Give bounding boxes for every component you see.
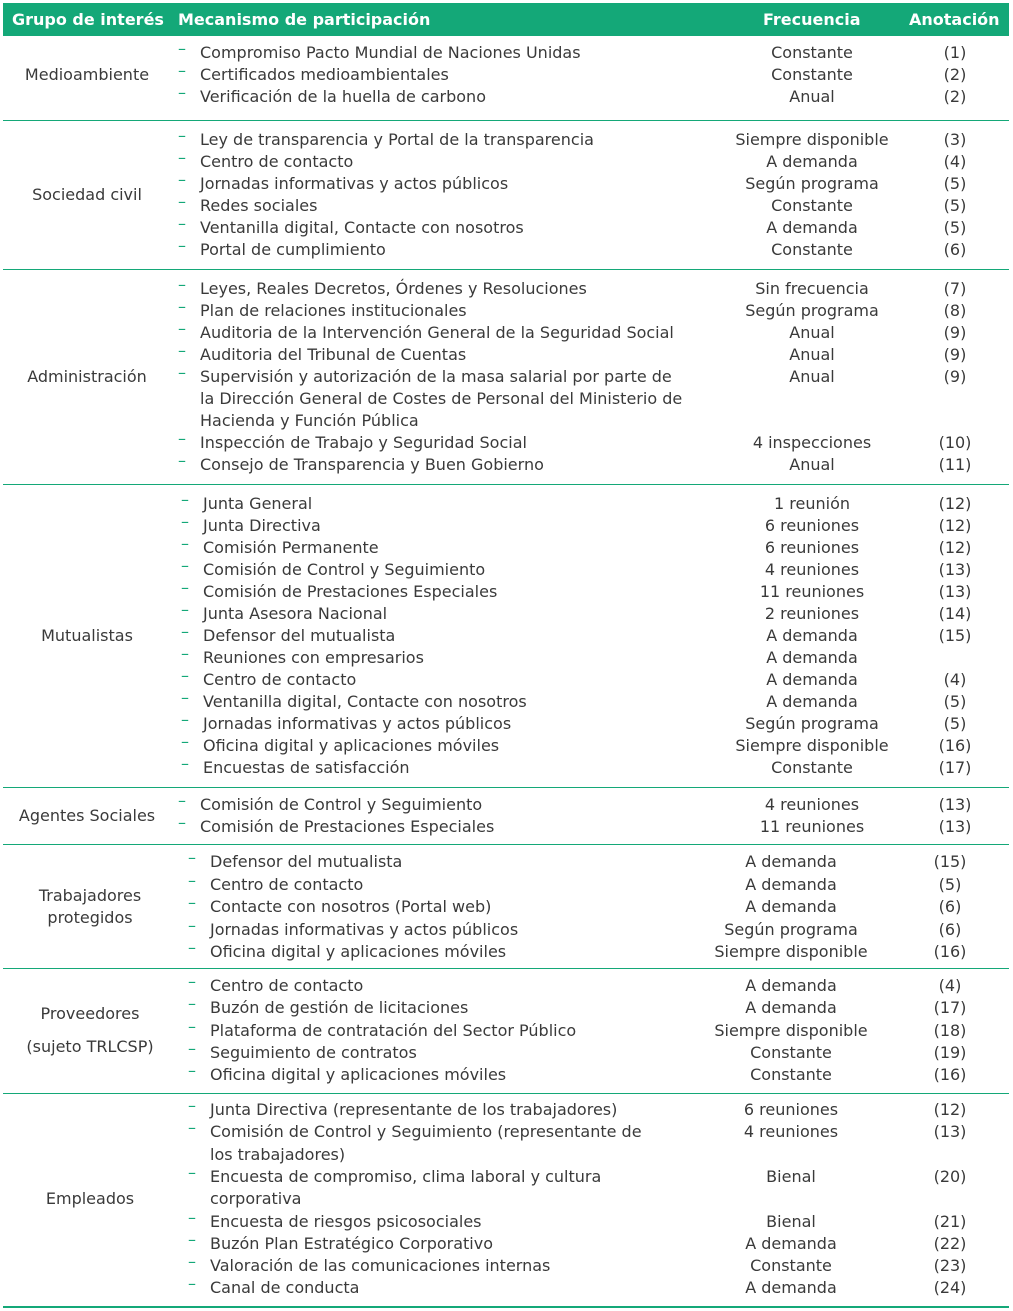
mechanism-text: Encuesta de riesgos psicosociales (210, 1211, 482, 1231)
bullet-dash-icon: – (181, 556, 189, 575)
bullet-dash-icon: – (178, 451, 186, 470)
bullet-dash-icon: – (178, 363, 186, 382)
bullet-dash-icon: – (188, 1016, 196, 1036)
mechanism-text: Seguimiento de contratos (210, 1042, 417, 1062)
mechanism-text: Certificados medioambientales (200, 65, 449, 84)
header-mechanism: Mecanismo de participación (178, 10, 431, 29)
mechanism-text: Verificación de la huella de carbono (200, 87, 486, 106)
mechanism-text: corporativa (210, 1189, 302, 1209)
frequency-value: A demanda (745, 874, 837, 894)
frequency-value: A demanda (766, 648, 858, 667)
mechanism-text: Valoración de las comunicaciones internas (210, 1256, 551, 1276)
mechanism-text: Plan de relaciones institucionales (200, 301, 467, 320)
mechanism-text: Junta Asesora Nacional (203, 604, 388, 623)
annotation-value: (5) (943, 714, 967, 733)
group-name: Medioambiente (24, 65, 150, 84)
bullet-dash-icon: – (181, 754, 189, 773)
annotation-value: (4) (938, 976, 962, 995)
annotation-value: (6) (943, 240, 967, 259)
bullet-dash-icon: – (188, 1274, 196, 1294)
mechanism-text: Ley de transparencia y Portal de la transparencia (200, 130, 594, 149)
mechanism-text: la Dirección General de Costes de Personal del Ministerio de (200, 389, 683, 408)
frequency-value: Anual (789, 455, 835, 474)
mechanism-text: Leyes, Reales Decretos, Órdenes y Resoluciones (200, 279, 587, 298)
annotation-value: (9) (943, 367, 967, 386)
annotation-value: (7) (943, 279, 967, 298)
mechanism-text: Portal de cumplimiento (200, 240, 386, 259)
mechanism-text: Ventanilla digital, Contacte con nosotros (203, 692, 527, 711)
bullet-dash-icon: – (188, 915, 196, 935)
row-divider (3, 844, 1009, 845)
annotation-value: (9) (943, 323, 967, 342)
annotation-value: (12) (938, 516, 972, 535)
frequency-value: Constante (771, 196, 853, 215)
mechanism-text: Ventanilla digital, Contacte con nosotros (200, 218, 524, 237)
mechanism-text: Encuesta de compromiso, clima laboral y cultura (210, 1166, 602, 1186)
bullet-dash-icon: – (178, 297, 186, 316)
mechanism-text: Buzón Plan Estratégico Corporativo (210, 1233, 493, 1253)
frequency-value: 2 reuniones (764, 604, 860, 623)
bullet-dash-icon: – (178, 275, 186, 294)
annotation-value: (5) (943, 692, 967, 711)
mechanism-text: Buzón de gestión de licitaciones (210, 998, 469, 1018)
mechanism-text: Centro de contacto (210, 874, 364, 894)
bullet-dash-icon: – (178, 148, 186, 167)
row-divider (3, 269, 1009, 270)
bullet-dash-icon: – (181, 490, 189, 509)
frequency-value: 4 reuniones (764, 795, 860, 814)
frequency-value: Anual (789, 323, 835, 342)
bullet-dash-icon: – (188, 1118, 196, 1138)
annotation-value: (18) (933, 1020, 967, 1040)
annotation-value: (16) (938, 736, 972, 755)
annotation-value: (6) (938, 897, 962, 916)
annotation-value: (16) (933, 1065, 967, 1085)
bullet-dash-icon: – (181, 666, 189, 685)
frequency-value: Siempre disponible (714, 1020, 868, 1040)
frequency-value: Bienal (766, 1211, 816, 1231)
mechanism-text: Centro de contacto (200, 152, 354, 171)
mechanism-text: Junta General (203, 494, 313, 513)
group-name: Administración (27, 367, 147, 386)
mechanism-text: Comisión de Prestaciones Especiales (200, 817, 495, 836)
bullet-dash-icon: – (188, 1207, 196, 1227)
mechanism-text: Auditoria del Tribunal de Cuentas (200, 345, 467, 364)
bullet-dash-icon: – (181, 710, 189, 729)
annotation-value: (5) (943, 174, 967, 193)
bullet-dash-icon: – (181, 732, 189, 751)
annotation-value: (12) (938, 494, 972, 513)
bullet-dash-icon: – (178, 39, 186, 58)
annotation-value: (11) (938, 455, 972, 474)
mechanism-text: Comisión Permanente (203, 538, 379, 557)
bullet-dash-icon: – (178, 236, 186, 255)
frequency-value: 4 reuniones (764, 560, 860, 579)
mechanism-text: Encuestas de satisfacción (203, 758, 410, 777)
annotation-value: (13) (938, 795, 972, 814)
annotation-value: (4) (943, 152, 967, 171)
frequency-value: A demanda (766, 670, 858, 689)
bullet-dash-icon: – (181, 512, 189, 531)
frequency-value: Constante (750, 1042, 832, 1062)
bullet-dash-icon: – (188, 893, 196, 912)
frequency-value: 6 reuniones (764, 516, 860, 535)
mechanism-text: Oficina digital y aplicaciones móviles (203, 736, 500, 755)
annotation-value: (9) (943, 345, 967, 364)
frequency-value: Constante (771, 758, 853, 777)
annotation-value: (5) (943, 218, 967, 237)
frequency-value: A demanda (745, 976, 837, 995)
frequency-value: Según programa (724, 919, 858, 939)
annotation-value: (2) (943, 65, 967, 84)
bullet-dash-icon: – (181, 600, 189, 619)
row-divider (3, 1093, 1009, 1094)
mechanism-text: Oficina digital y aplicaciones móviles (210, 942, 507, 961)
bullet-dash-icon: – (178, 83, 186, 102)
frequency-value: Constante (771, 240, 853, 259)
annotation-value: (12) (938, 538, 972, 557)
frequency-value: Siempre disponible (735, 736, 889, 755)
mechanism-text: Centro de contacto (210, 976, 364, 995)
bullet-dash-icon: – (188, 1162, 196, 1182)
annotation-value: (16) (933, 942, 967, 961)
bullet-dash-icon: – (178, 214, 186, 233)
annotation-value: (13) (933, 1122, 967, 1142)
frequency-value: Anual (789, 367, 835, 386)
bullet-dash-icon: – (178, 319, 186, 338)
mechanism-text: Jornadas informativas y actos públicos (203, 714, 512, 733)
annotation-value: (8) (943, 301, 967, 320)
frequency-value: A demanda (745, 852, 837, 871)
frequency-value: 11 reuniones (759, 582, 865, 601)
mechanism-text: Compromiso Pacto Mundial de Naciones Unidas (200, 43, 581, 62)
group-name: Empleados (45, 1189, 135, 1209)
mechanism-text: Comisión de Control y Seguimiento (representante de (210, 1122, 642, 1142)
bullet-dash-icon: – (178, 126, 186, 145)
bullet-dash-icon: – (188, 1096, 196, 1115)
mechanism-text: Comisión de Control y Seguimiento (200, 795, 483, 814)
frequency-value: Constante (750, 1065, 832, 1085)
frequency-value: A demanda (766, 218, 858, 237)
bullet-dash-icon: – (178, 791, 186, 810)
frequency-value: A demanda (745, 1278, 837, 1298)
frequency-value: A demanda (766, 152, 858, 171)
frequency-value: 4 inspecciones (752, 433, 872, 452)
mechanism-text: Auditoria de la Intervención General de la Seguridad Social (200, 323, 674, 342)
annotation-value: (10) (938, 433, 972, 452)
group-name: Trabajadores (38, 886, 142, 906)
bullet-dash-icon: – (188, 1229, 196, 1249)
mechanism-text: Jornadas informativas y actos públicos (210, 919, 519, 939)
frequency-value: 6 reuniones (764, 538, 860, 557)
annotation-value: (17) (938, 758, 972, 777)
table-header (3, 3, 1009, 36)
mechanism-text: Supervisión y autorización de la masa salarial por parte de (200, 367, 672, 386)
bullet-dash-icon: – (181, 534, 189, 553)
mechanism-text: Jornadas informativas y actos públicos (200, 174, 509, 193)
annotation-value: (22) (933, 1233, 967, 1253)
annotation-value: (20) (933, 1166, 967, 1186)
group-name: Agentes Sociales (18, 806, 156, 825)
bullet-dash-icon: – (178, 170, 186, 189)
bullet-dash-icon: – (178, 61, 186, 80)
mechanism-text: Consejo de Transparencia y Buen Gobierno (200, 455, 544, 474)
frequency-value: 11 reuniones (759, 817, 865, 836)
bullet-dash-icon: – (188, 994, 196, 1014)
bullet-dash-icon: – (188, 870, 196, 890)
frequency-value: A demanda (745, 1233, 837, 1253)
bullet-dash-icon: – (181, 688, 189, 707)
mechanism-text: Canal de conducta (210, 1278, 360, 1298)
frequency-value: Anual (789, 345, 835, 364)
annotation-value: (5) (938, 874, 962, 894)
mechanism-text: Junta Directiva (representante de los trabajadores) (210, 1100, 618, 1119)
frequency-value: Anual (789, 87, 835, 106)
annotation-value: (13) (938, 582, 972, 601)
row-divider (3, 1306, 1009, 1308)
header-frequency: Frecuencia (763, 10, 861, 29)
bullet-dash-icon: – (178, 192, 186, 211)
annotation-value: (17) (933, 998, 967, 1018)
frequency-value: Siempre disponible (735, 130, 889, 149)
bullet-dash-icon: – (188, 972, 196, 991)
mechanism-text: Centro de contacto (203, 670, 357, 689)
bullet-dash-icon: – (188, 1038, 196, 1058)
header-annotation: Anotación (909, 10, 1000, 29)
annotation-value: (6) (938, 919, 962, 939)
group-name: Sociedad civil (32, 185, 142, 204)
annotation-value: (1) (943, 43, 967, 62)
frequency-value: Siempre disponible (714, 942, 868, 961)
bullet-dash-icon: – (181, 622, 189, 641)
frequency-value: A demanda (766, 626, 858, 645)
row-divider (3, 120, 1009, 121)
group-name: protegidos (47, 908, 133, 928)
frequency-value: Sin frecuencia (755, 279, 869, 298)
frequency-value: Bienal (766, 1166, 816, 1186)
mechanism-text: Junta Directiva (203, 516, 321, 535)
mechanism-text: Comisión de Control y Seguimiento (203, 560, 486, 579)
group-name: Proveedores (40, 1004, 140, 1024)
bullet-dash-icon: – (181, 578, 189, 597)
group-name: (sujeto TRLCSP) (26, 1037, 154, 1057)
frequency-value: 6 reuniones (743, 1100, 839, 1119)
frequency-value: A demanda (745, 897, 837, 916)
annotation-value: (12) (933, 1100, 967, 1119)
mechanism-text: Inspección de Trabajo y Seguridad Social (200, 433, 527, 452)
frequency-value: A demanda (766, 692, 858, 711)
group-name: Mutualistas (41, 626, 133, 645)
frequency-value: A demanda (745, 998, 837, 1018)
bullet-dash-icon: – (188, 848, 196, 867)
mechanism-text: Oficina digital y aplicaciones móviles (210, 1065, 507, 1085)
bullet-dash-icon: – (188, 938, 196, 957)
annotation-value: (15) (933, 852, 967, 871)
frequency-value: Constante (750, 1256, 832, 1276)
frequency-value: Según programa (745, 301, 879, 320)
annotation-value: (13) (938, 560, 972, 579)
row-divider (3, 484, 1009, 485)
annotation-value: (21) (933, 1211, 967, 1231)
mechanism-text: los trabajadores) (210, 1144, 346, 1164)
annotation-value: (13) (938, 817, 972, 836)
mechanism-text: Defensor del mutualista (203, 626, 396, 645)
bullet-dash-icon: – (178, 429, 186, 448)
mechanism-text: Reuniones con empresarios (203, 648, 424, 667)
bullet-dash-icon: – (188, 1252, 196, 1272)
annotation-value: (14) (938, 604, 972, 623)
frequency-value: 4 reuniones (743, 1122, 839, 1142)
annotation-value: (5) (943, 196, 967, 215)
mechanism-text: Contacte con nosotros (Portal web) (210, 897, 492, 916)
bullet-dash-icon: – (178, 341, 186, 360)
annotation-value: (23) (933, 1256, 967, 1276)
frequency-value: 1 reunión (774, 494, 850, 513)
bullet-dash-icon: – (188, 1061, 196, 1081)
annotation-value: (3) (943, 130, 967, 149)
row-divider (3, 968, 1009, 969)
annotation-value: (19) (933, 1042, 967, 1062)
mechanism-text: Plataforma de contratación del Sector Público (210, 1020, 577, 1040)
frequency-value: Constante (771, 43, 853, 62)
frequency-value: Constante (771, 65, 853, 84)
annotation-value: (4) (943, 670, 967, 689)
annotation-value: (24) (933, 1278, 967, 1298)
header-group: Grupo de interés (12, 10, 164, 29)
row-divider (3, 787, 1009, 788)
mechanism-text: Defensor del mutualista (210, 852, 403, 871)
mechanism-text: Comisión de Prestaciones Especiales (203, 582, 498, 601)
bullet-dash-icon: – (178, 813, 186, 832)
annotation-value: (15) (938, 626, 972, 645)
annotation-value: (2) (943, 87, 967, 106)
mechanism-text: Hacienda y Función Pública (200, 411, 419, 430)
frequency-value: Según programa (745, 174, 879, 193)
mechanism-text: Redes sociales (200, 196, 318, 215)
frequency-value: Según programa (745, 714, 879, 733)
bullet-dash-icon: – (181, 644, 189, 663)
